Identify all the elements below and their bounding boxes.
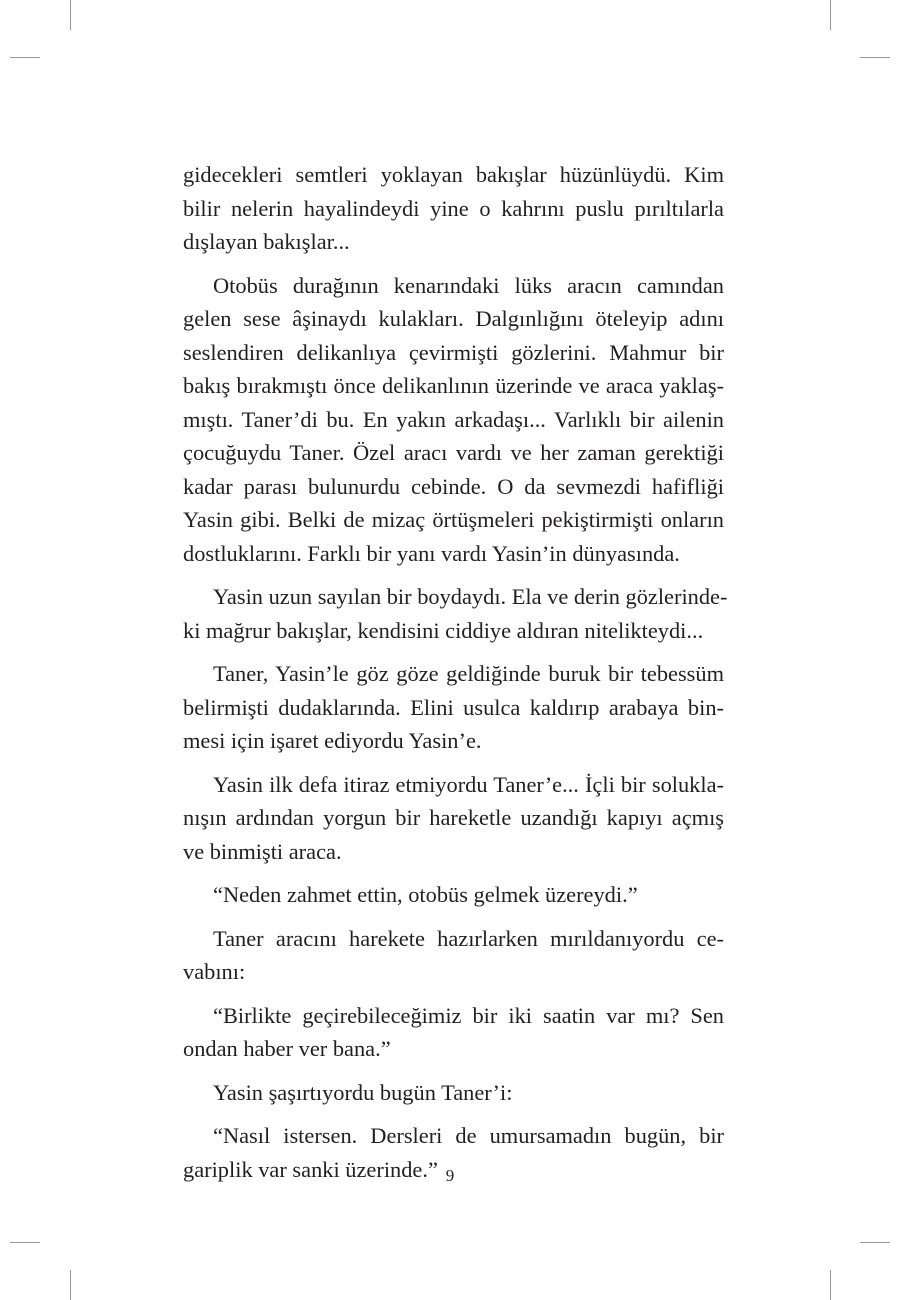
body-text (183, 158, 728, 1186)
crop-mark-bottom-right-horizontal (860, 1242, 890, 1243)
text-line: nışın ardından yorgun bir hareketle uzandığı kapıyı açmış (183, 805, 724, 830)
paragraph (183, 158, 724, 259)
paragraph (183, 768, 724, 869)
paragraph (183, 1076, 724, 1110)
paragraph (183, 878, 724, 912)
text-line: vabını: (183, 959, 246, 984)
crop-mark-bottom-right-vertical (830, 1270, 831, 1300)
text-line: Otobüs durağının kenarındaki lüks aracın camından (213, 272, 724, 298)
text-line: Yasin uzun sayılan bir boydaydı. Ela ve derin gözlerinde- (213, 584, 728, 609)
text-line: mıştı. Taner’di bu. En yakın arkadaşı... Varlıklı bir ailenin (183, 406, 724, 432)
paragraph (183, 269, 724, 571)
crop-mark-bottom-left-vertical (70, 1270, 71, 1300)
crop-mark-top-left-horizontal (10, 57, 40, 58)
paragraph-gap (183, 912, 724, 922)
crop-mark-top-right-vertical (830, 0, 831, 30)
crop-mark-top-left-vertical (70, 0, 71, 30)
text-line: gariplik var sanki üzerinde.” (183, 1156, 438, 1182)
text-line: ondan haber ver bana.” (183, 1036, 391, 1061)
text-line: mesi için işaret ediyordu Yasin’e. (183, 728, 482, 753)
paragraph-gap (183, 1109, 724, 1119)
text-line: ki mağrur bakışlar, kendisini ciddiye aldıran nitelikteydi... (183, 617, 704, 643)
text-line: dışlayan bakışlar... (183, 229, 350, 254)
text-line: belirmişti dudaklarında. Elini usulca kaldırıp arabaya bin- (183, 694, 724, 720)
paragraph-gap (183, 570, 724, 580)
text-line: ve binmişti araca. (183, 838, 342, 864)
text-line: gelen sese âşinaydı kulakları. Dalgınlığını öteleyip adını (183, 306, 724, 331)
text-line: Yasin gibi. Belki de mizaç örtüşmeleri pekiştirmişti onların (183, 507, 724, 532)
crop-mark-bottom-left-horizontal (10, 1242, 40, 1243)
crop-mark-top-right-horizontal (860, 57, 890, 58)
text-line: dostluklarını. Farklı bir yanı vardı Yasin’in dünyasında. (183, 540, 680, 566)
text-line: “Nasıl istersen. Dersleri de umursamadın bugün, bir (213, 1123, 724, 1148)
text-line: “Birlikte geçirebileceğimiz bir iki saatin var mı? Sen (213, 1002, 724, 1028)
text-line: “Neden zahmet ettin, otobüs gelmek üzereydi.” (213, 882, 638, 907)
paragraph-gap (183, 989, 724, 999)
paragraph-gap (183, 647, 724, 657)
text-line: bakış bırakmıştı önce delikanlının üzerinde ve araca yaklaş- (183, 373, 724, 398)
paragraph (183, 922, 724, 989)
paragraph-gap (183, 259, 724, 269)
paragraph-gap (183, 1066, 724, 1076)
page-number: 9 (445, 1166, 455, 1185)
text-line: Yasin ilk defa itiraz etmiyordu Taner’e... İçli bir solukla- (213, 771, 724, 797)
paragraph-gap (183, 758, 724, 768)
paragraph-gap (183, 868, 724, 878)
text-line: bilir nelerin hayalindeydi yine o kahrını puslu pırıltılarla (183, 195, 724, 221)
paragraph (183, 580, 728, 647)
text-line: kadar parası bulunurdu cebinde. O da sevmezdi hafifliği (183, 473, 724, 499)
text-line: Taner aracını harekete hazırlarken mırıldanıyordu ce- (213, 925, 724, 951)
text-line: çocuğuydu Taner. Özel aracı vardı ve her zaman gerektiği (183, 440, 724, 465)
text-line: seslendiren delikanlıya çevirmişti gözlerini. Mahmur bir (183, 339, 724, 365)
text-line: Taner, Yasin’le göz göze geldiğinde buruk bir tebessüm (213, 661, 724, 686)
text-line: Yasin şaşırtıyordu bugün Taner’i: (213, 1079, 513, 1105)
paragraph (183, 657, 724, 758)
text-line: gidecekleri semtleri yoklayan bakışlar hüzünlüydü. Kim (183, 162, 724, 187)
paragraph (183, 999, 724, 1066)
